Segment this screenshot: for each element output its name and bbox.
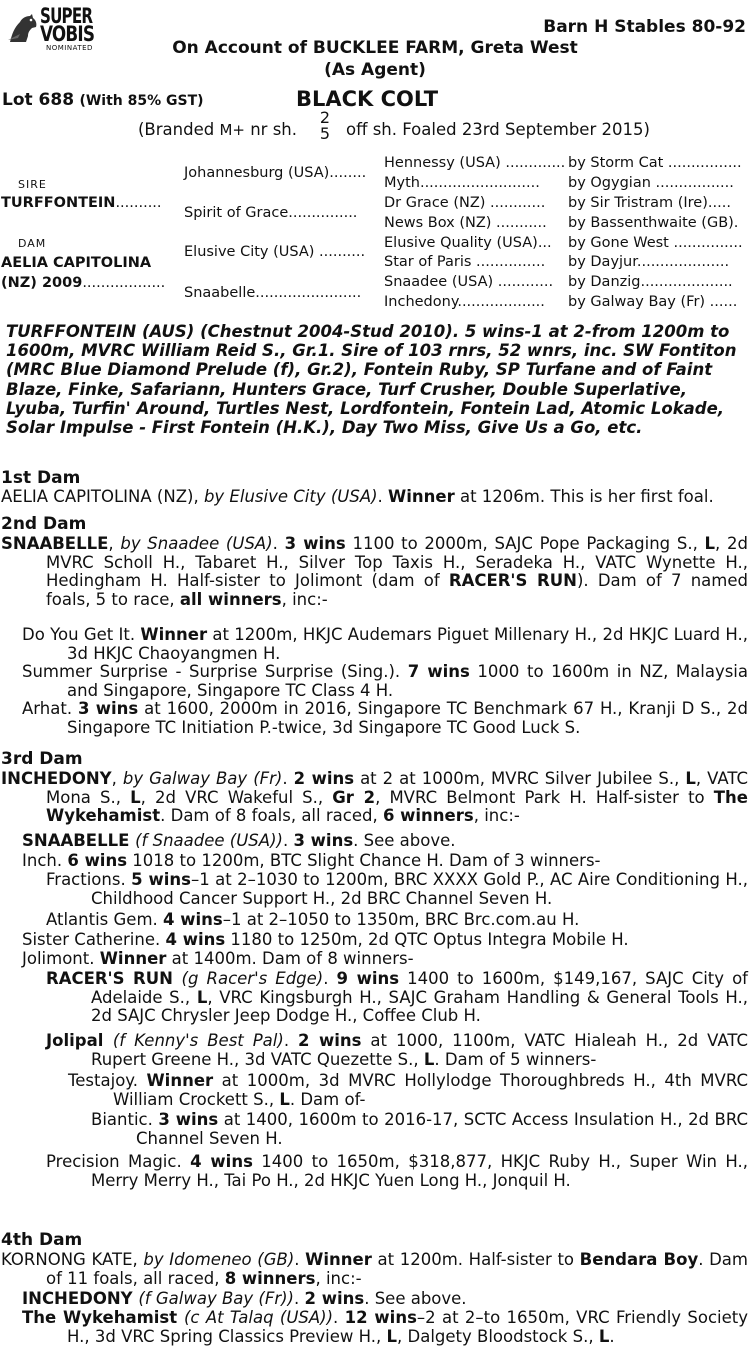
gst-note: (With 85% GST) [79,93,204,109]
brand-post: off sh. Foaled 23rd September 2015) [346,120,650,139]
entry-text: . Dam of- [289,1089,366,1109]
entry [22,851,748,871]
entry-text: 3 wins [293,831,354,850]
entry-text: at 1200m, HKJC Audemars Piguet Millenary H., 2d HKJC Luard H., 3d HKJC Chaoyangmen H. [67,625,748,663]
entry-text: at 1206m. This is her first foal. [454,487,714,506]
entry-text: Gr 2 [332,787,376,807]
ped-grandparent: Snaadee (USA) ............ [384,274,554,290]
lot-line [2,90,204,110]
entry [22,662,748,700]
entry-text: L [685,769,696,788]
brand-mid: nr sh. [244,120,297,139]
entry-text: at 1600, 2000m in 2016, Singapore TC Benchmark 67 H., Kranji D S., 2d Singapore TC Initiation P.-twice, 3d Singapore TC Good Luck S. [67,699,748,737]
dam-name: AELIA CAPITOLINA [1,255,152,271]
entry-text: , inc:- [281,589,328,609]
ped-grandparent: Inchedony................... [384,294,545,310]
sire-label: SIRE [18,178,47,191]
entry-text: Precision Magic. [46,1152,191,1171]
entry-text: KORNONG KATE, [1,1250,144,1269]
entry-text: L [196,987,208,1007]
section-2nd-dam: 2nd Dam [1,514,87,534]
entry-text: , inc:- [473,806,520,825]
entry [46,870,748,908]
entry-text: . [323,969,337,988]
entry [46,1031,749,1069]
ped-great-grandsire: by Galway Bay (Fr) ...... [568,294,738,310]
entry-text: , Dalgety Bloodstock S., [397,1326,599,1346]
entry-text: . [272,534,285,553]
entry [46,910,748,930]
entry-text: 1100 to 2000m, SAJC Pope Packaging S., [345,534,705,553]
entry-text: Biantic. [91,1110,159,1129]
entry-text: Bendara Boy [579,1250,699,1269]
entry-text: 12 wins [344,1308,417,1327]
entry [91,1110,748,1148]
entry-text: , [111,769,123,788]
ped-grandparent: Elusive Quality (USA)... [384,235,552,251]
sire-para-line: Lyuba, Turfin' Around, Turtles Nest, Lordfontein, Fontein Lad, Atomic Lokade, [6,398,725,418]
ped-great-grandsire: by Gone West ............... [568,235,743,251]
entry-text: at 1000, 1100m, VATC Hialeah H., 2d VATC Rupert Greene H., 3d VATC Quezette S., [91,1031,749,1069]
entry-text: at 1400m. Dam of 8 winners- [166,949,414,968]
entry-text: 6 wins [67,851,128,870]
entry-text: ). Dam of 7 named foals, 5 to race, [46,571,748,609]
section-3rd-dam: 3rd Dam [1,749,83,769]
entry-text: Arhat. [22,699,78,718]
dam-label: DAM [18,237,47,250]
ped-grandparent: Dr Grace (NZ) ............ [384,195,546,211]
entry-text: , MVRC Belmont Park H. Half-sister to [375,787,714,807]
entry-text: , VATC Mona S., [46,769,748,807]
entry-text: 3 wins [284,534,346,553]
entry-text: Testajoy. [68,1071,147,1090]
entry-text: 1400 to 1650m, $318,877, HKJC Ruby H., Super Win H., Merry Merry H., Tai Po H., 2d HKJC Yuen Long H., Jonquil H. [91,1152,748,1190]
entry-text: The Wykehamist [46,787,748,825]
entry [46,1152,748,1190]
ped-great-grandsire: by Danzig.................... [568,274,733,290]
brand-line [138,120,297,139]
sire-name: TURFFONTEIN.......... [1,195,162,211]
entry-text: Sister Catherine. [22,930,166,949]
ped-g3: Elusive City (USA) .......... [184,244,366,260]
entry-text: . [609,1326,615,1346]
ped-great-grandsire: by Storm Cat ................ [568,155,742,171]
entry-text: Winner [146,1071,214,1090]
entry-text: Summer Surprise - Surprise Surprise (Sing.). [22,662,408,681]
entry-text: 1400 to 1600m, $149,167, SAJC City of Adelaide S., [91,969,748,1007]
sire-para-line: TURFFONTEIN (AUS) (Chestnut 2004-Stud 2010). 5 wins-1 at 2-from 1200m to [6,322,730,341]
entry-text: 2 wins [304,1289,365,1308]
entry-text: SNAABELLE [1,534,109,553]
entry [22,930,748,950]
brand-pre: (Branded [138,120,220,139]
entry-text: at 1000m, 3d MVRC Hollylodge Thoroughbreds H., 4th MVRC William Crockett S., [113,1071,748,1109]
entry-text: 1018 to 1200m, BTC Slight Chance H. Dam of 3 winners- [127,851,601,870]
entry-text: RACER'S RUN [448,571,577,590]
entry-text: Winner [140,625,208,644]
sire-para-line: Blaze, Finke, Safariann, Hunters Grace, Turf Crusher, Double Superlative, [6,379,687,399]
entry-text: (f Galway Bay (Fr)) [138,1289,294,1308]
agent-line: (As Agent) [324,60,426,80]
entry-text: at 2 at 1000m, MVRC Silver Jubilee S., [354,769,686,788]
ped-grandparent: Myth.......................... [384,175,540,191]
ped-great-grandsire: by Sir Tristram (Ire)..... [568,195,731,211]
sire-para-line: 1600m, MVRC William Reid S., Gr.1. Sire of 103 rnrs, 52 wnrs, inc. SW Fontiton [6,341,737,361]
ped-great-grandsire: by Bassenthwaite (GB). [568,215,739,231]
section-4th-dam: 4th Dam [1,1230,83,1250]
entry-text: Do You Get It. [22,625,141,644]
entry-text: 4 wins [163,910,223,929]
logo-sub: NOMINATED [46,44,93,52]
entry-text: L [704,534,716,553]
entry-text: 4 wins [190,1152,253,1171]
entry-text: Jolipal [46,1031,113,1050]
entry-text: (f Kenny's Best Pal) [112,1031,284,1050]
entry-text: . [282,769,294,788]
entry-text: , VRC Kingsburgh H., SAJC Graham Handling & General Tools H., 2d SAJC Chrysler Jeep Dodge H., Coffee Club H. [91,987,748,1025]
entry [22,1289,748,1309]
entry-text: 8 winners [224,1268,316,1288]
entry-text: . Dam of 8 foals, all raced, [160,806,383,825]
entry-text: . [294,1289,305,1308]
entry-text: Winner [388,487,455,506]
ped-grandparent: News Box (NZ) ........... [384,215,547,231]
entry [22,831,748,851]
entry-text: . Dam of 5 winners- [434,1049,597,1069]
ped-great-grandsire: by Ogygian ................. [568,175,734,191]
entry-text: 9 wins [336,969,400,988]
ped-grandparent: Hennessy (USA) ............. [384,155,566,171]
sire-paragraph [6,322,750,437]
entry-text: Jolimont. [22,949,100,968]
entry-text: –1 at 2–1050 to 1350m, BRC Brc.com.au H. [222,910,580,929]
entry-text: 2 wins [298,1031,362,1050]
entry-text: 3 wins [158,1110,219,1129]
entry-text: INCHEDONY [1,769,112,788]
ped-g4: Snaabelle....................... [184,285,362,301]
entry-text: by Elusive City (USA) [203,487,378,506]
entry-text: 7 wins [407,662,470,681]
entry [46,969,748,1026]
entry-text: , 2d MVRC Scholl H., Tabaret H., Silver Top Taxis H., Seradeka H., VATC Wynette H., Hedingham H. Half-sister to Jolimont (dam of [46,534,748,590]
entry-text: 5 wins [131,870,191,889]
lot-number: Lot 688 [2,90,75,110]
entry-text: 3 wins [77,699,139,718]
ped-g2: Spirit of Grace............... [184,205,358,221]
brand-fraction [318,110,332,142]
dam-year: (NZ) 2009.................. [1,275,166,291]
entry-text: (c At Talaq (USA)) [183,1308,334,1327]
sire-para-line: Solar Impulse - First Fontein (H.K.), Day Two Miss, Give Us a Go, etc. [6,418,643,438]
sire-para-line: (MRC Blue Diamond Prelude (f), Gr.2), Fontein Ruby, SP Turfane and of Faint [6,360,713,380]
entry-text: RACER'S RUN [46,969,182,988]
ped-g1: Johannesburg (USA)........ [184,165,367,181]
entry-text: L [598,1326,610,1346]
entry-text: INCHEDONY [22,1289,139,1308]
entry-text: 1180 to 1250m, 2d QTC Optus Integra Mobile H. [225,930,629,949]
entry-text: L [423,1049,435,1069]
entry-text: , 2d VRC Wakeful S., [140,787,333,807]
entry-text: . Dam of 11 foals, all raced, [46,1250,748,1288]
entry-text: The Wykehamist [22,1308,184,1327]
entry-text: , [108,534,121,553]
entry [1,487,748,507]
entry-text: . [294,1250,306,1269]
entry [1,534,748,609]
entry [22,625,748,663]
ped-great-grandsire: by Dayjur.................... [568,254,730,270]
account-line: On Account of BUCKLEE FARM, Greta West [172,38,578,58]
entry-text: Winner [305,1250,372,1269]
frac-top: 2 [319,108,331,127]
entry [1,1250,748,1288]
entry-text: (g Racer's Edge) [181,969,324,988]
lot-title: BLACK COLT [296,87,439,111]
entry-text: 2 wins [293,769,355,788]
entry-text: all winners [179,589,282,609]
entry-text: at 1200m. Half-sister to [371,1250,580,1269]
entry-text: Atlantis Gem. [46,910,164,929]
entry-text: . [283,1031,299,1050]
entry-text: by Idomeneo (GB) [143,1250,295,1269]
entry-text: (f Snaadee (USA)) [135,831,283,850]
entry-text: . [282,831,294,850]
logo-line2: VOBIS [40,22,95,46]
entry-text: Inch. [22,851,68,870]
brand-mark: M+ [219,121,245,139]
entry-text: . See above. [353,831,456,850]
entry-text: –2 at 2–to 1650m, VRC Friendly Society H., 3d VRC Spring Classics Preview H., [67,1308,748,1346]
entry [1,769,748,826]
entry-text: by Galway Bay (Fr) [122,769,283,788]
entry-text: L [130,787,141,807]
entry-text: . [333,1308,345,1327]
sire-name-text: TURFFONTEIN [1,195,116,211]
entry-text: by Snaadee (USA) [120,534,273,553]
logo-line1: SUPER [40,4,93,28]
entry-text: L [279,1089,290,1109]
entry-text: Fractions. [46,870,132,889]
entry [68,1071,748,1109]
stables: Barn H Stables 80-92 [543,17,746,37]
dam-year-text: (NZ) 2009 [1,275,83,291]
section-1st-dam: 1st Dam [1,468,81,488]
entry-text: –1 at 2–1030 to 1200m, BRC XXXX Gold P., AC Aire Conditioning H., Childhood Cancer Support H., 2d BRC Channel Seven H. [91,870,748,908]
entry-text: 4 wins [165,930,226,949]
ped-grandparent: Star of Paris ............... [384,254,546,270]
entry-text: 1000 to 1600m in NZ, Malaysia and Singapore, Singapore TC Class 4 H. [67,662,748,700]
entry-text: . See above. [364,1289,467,1308]
entry-text: SNAABELLE [22,831,136,850]
entry-text: at 1400, 1600m to 2016-17, SCTC Access Insulation H., 2d BRC Channel Seven H. [136,1110,748,1148]
entry-text: Winner [99,949,167,968]
entry-text: AELIA CAPITOLINA (NZ), [1,487,204,506]
entry-text: , inc:- [315,1268,362,1288]
frac-bottom: 5 [319,124,331,143]
entry-text: 6 winners [382,806,474,825]
entry [22,699,748,737]
entry [22,949,748,969]
entry-text: . [377,487,389,506]
entry-text: L [386,1326,398,1346]
